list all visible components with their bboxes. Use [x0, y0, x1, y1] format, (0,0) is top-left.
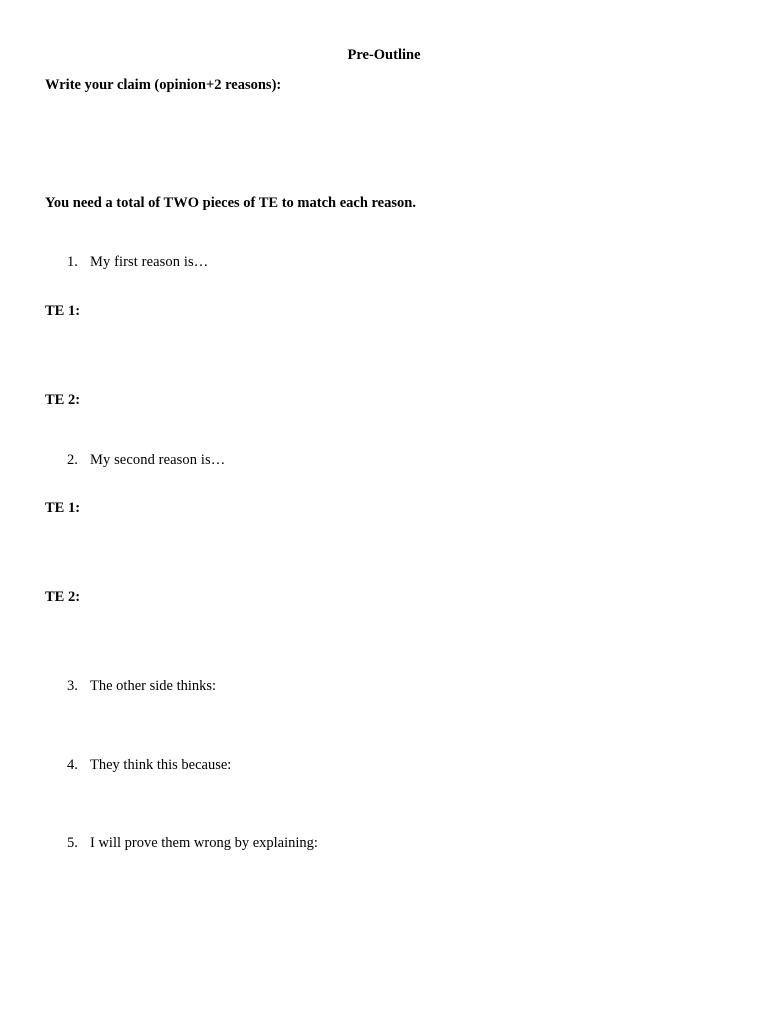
reason-2-te-1-label: TE 1:	[45, 500, 81, 516]
list-item-text: The other side thinks:	[90, 678, 217, 694]
te-instruction: You need a total of TWO pieces of TE to match each reason.	[45, 195, 416, 211]
list-number: 5.	[67, 835, 78, 851]
claim-prompt: Write your claim (opinion+2 reasons):	[45, 77, 282, 93]
list-item-text: They think this because:	[90, 757, 232, 773]
list-item-text: I will prove them wrong by explaining:	[90, 835, 318, 851]
reason-2-te-2-label: TE 2:	[45, 589, 81, 605]
list-item-text: My second reason is…	[90, 452, 226, 468]
list-number: 1.	[67, 254, 78, 270]
reason-1-te-2-label: TE 2:	[45, 392, 81, 408]
list-number: 4.	[67, 757, 78, 773]
list-number: 3.	[67, 678, 78, 694]
reason-1-te-1-label: TE 1:	[45, 303, 81, 319]
list-item-text: My first reason is…	[90, 254, 209, 270]
page-title: Pre-Outline	[347, 47, 421, 63]
list-number: 2.	[67, 452, 78, 468]
